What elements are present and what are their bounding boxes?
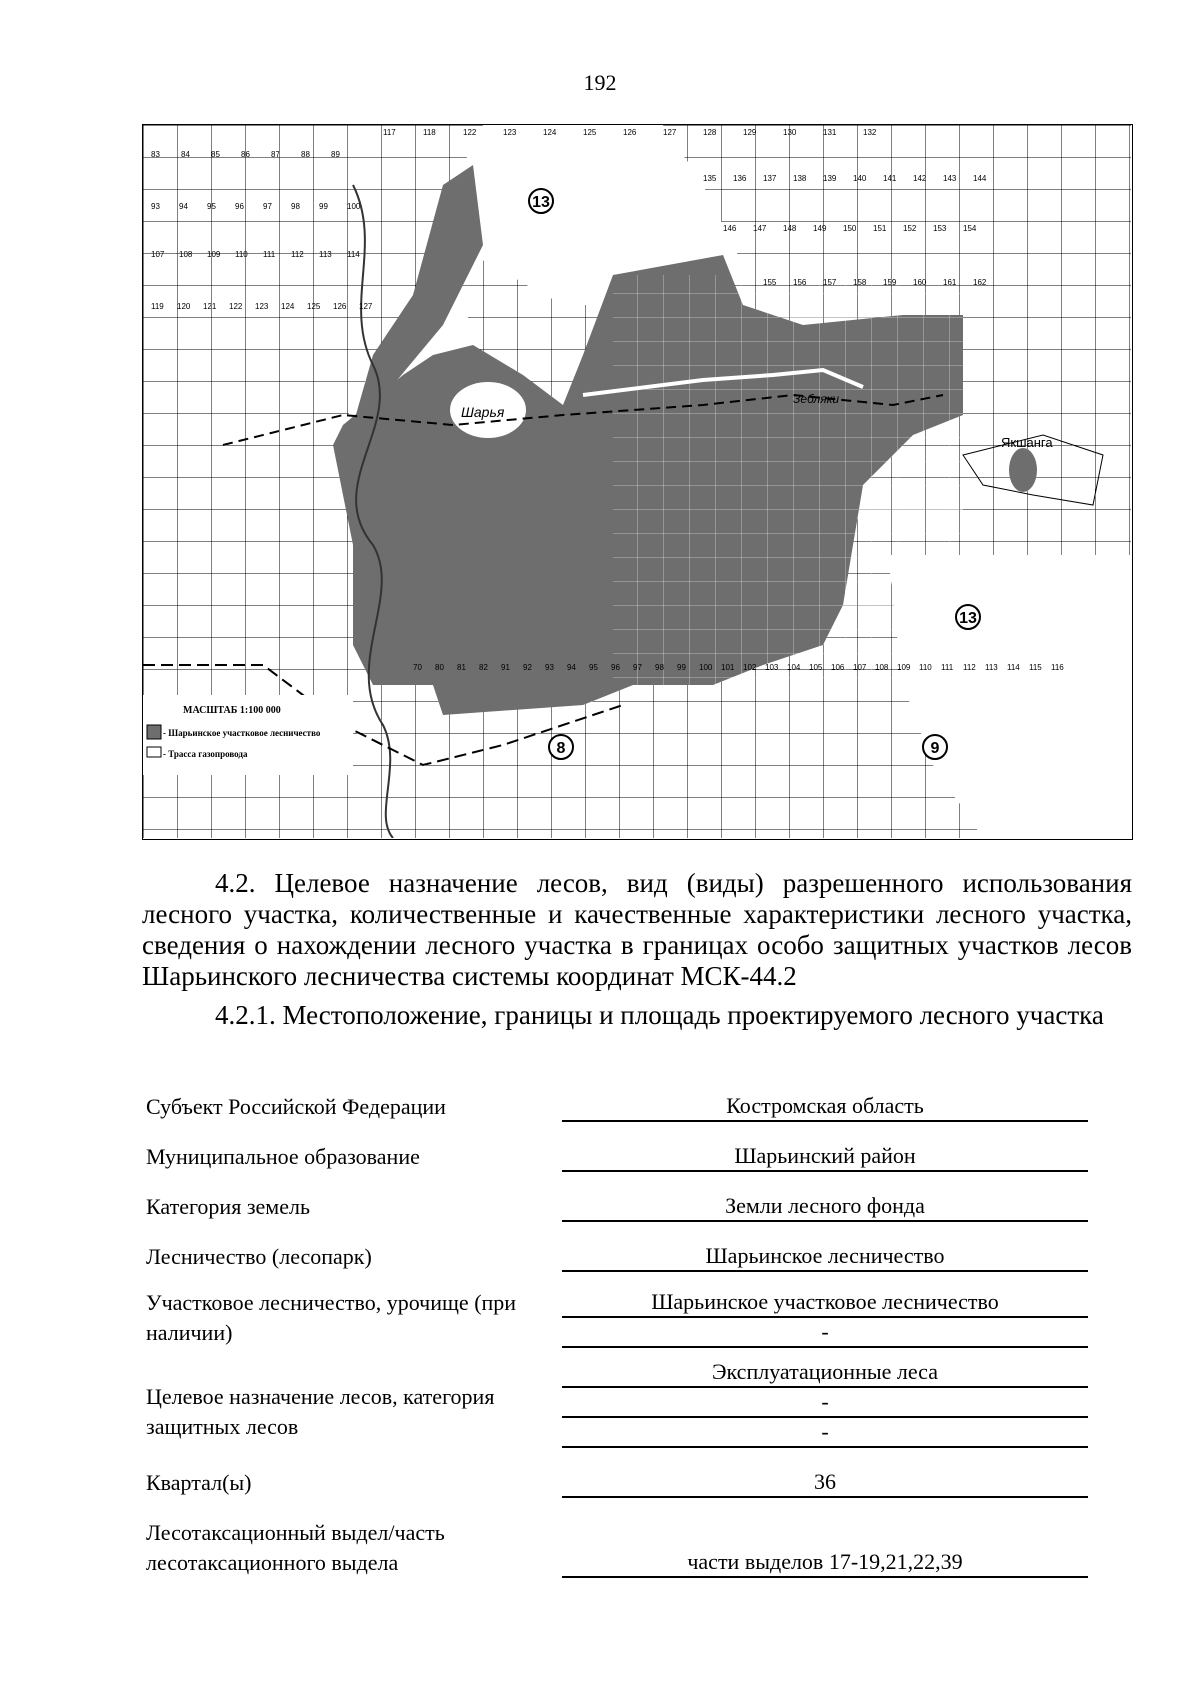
quarter-number: 86 <box>241 150 250 159</box>
quarter-number: 88 <box>301 150 310 159</box>
quarter-number: 147 <box>753 224 767 233</box>
place-label-zeblyaki: Зебляки <box>793 392 840 406</box>
quarter-number: 140 <box>853 174 867 183</box>
quarter-number: 161 <box>943 278 957 287</box>
quarter-number: 89 <box>331 150 340 159</box>
field-label: Лесотаксационный выдел/часть лесотаксационного выдела <box>146 1520 445 1575</box>
quarter-number: 111 <box>263 250 276 259</box>
quarter-number: 93 <box>151 202 160 211</box>
page-number: 192 <box>583 70 617 95</box>
quarter-number: 103 <box>765 663 779 672</box>
quarter-number: 96 <box>235 202 244 211</box>
field-value: Костромская область <box>562 1092 1088 1122</box>
quarter-number: 94 <box>179 202 188 211</box>
quarter-number: 123 <box>255 302 269 311</box>
quarter-number: 131 <box>823 128 837 137</box>
district-badge-13-east: 13 <box>959 610 977 627</box>
quarter-number: 130 <box>783 128 797 137</box>
quarter-number: 160 <box>913 278 927 287</box>
quarter-number: 151 <box>873 224 887 233</box>
legend-label-pipeline: - Трасса газопровода <box>163 749 248 759</box>
field-value: Шарьинское участковое лесничество <box>562 1288 1088 1318</box>
quarter-number: 113 <box>985 663 998 672</box>
quarter-number: 81 <box>457 663 466 672</box>
field-label: Муниципальное образование <box>146 1144 420 1169</box>
quarter-number: 96 <box>611 663 620 672</box>
place-label-yakshanga: Якшанга <box>1001 435 1053 450</box>
field-label: Категория земель <box>146 1194 310 1219</box>
quarter-number: 100 <box>699 663 713 672</box>
quarter-number: 70 <box>413 663 422 672</box>
quarter-number: 146 <box>723 224 737 233</box>
quarter-number: 144 <box>973 174 987 183</box>
quarter-number: 112 <box>291 250 304 259</box>
section-4-2-text: 4.2. Целевое назначение лесов, вид (виды) разрешенного использования лесного участка, количественные и качественные характеристики лесного участка, сведения о нахождении лесного участка в границах особо защитных участков лесов Шарьинского лесничества системы координат МСК-44.2 <box>142 868 1132 991</box>
quarter-number: 141 <box>883 174 897 183</box>
field-label: Квартал(ы) <box>146 1470 252 1495</box>
quarter-number: 149 <box>813 224 827 233</box>
quarter-number: 127 <box>359 302 373 311</box>
quarter-number: 124 <box>543 128 557 137</box>
quarter-number: 87 <box>271 150 280 159</box>
field-value: - <box>562 1318 1088 1348</box>
quarter-number: 97 <box>633 663 642 672</box>
field-value: Шарьинский район <box>562 1142 1088 1172</box>
quarter-number: 142 <box>913 174 927 183</box>
quarter-number: 129 <box>743 128 757 137</box>
quarter-number: 119 <box>151 302 164 311</box>
quarter-number: 121 <box>203 302 217 311</box>
quarter-number: 80 <box>435 663 444 672</box>
quarter-number: 111 <box>941 663 954 672</box>
quarter-number: 109 <box>207 250 221 259</box>
quarter-number: 136 <box>733 174 747 183</box>
quarter-number: 91 <box>501 663 510 672</box>
quarter-number: 102 <box>743 663 757 672</box>
quarter-number: 127 <box>663 128 677 137</box>
quarter-number: 143 <box>943 174 957 183</box>
quarter-number: 101 <box>721 663 735 672</box>
field-label: Участковое лесничество, урочище (при наличии) <box>146 1290 517 1345</box>
section-4-2-1-text: 4.2.1. Местоположение, границы и площадь проектируемого лесного участка <box>215 1000 1104 1030</box>
quarter-number: 97 <box>263 202 272 211</box>
field-label: Целевое назначение лесов, категория защитных лесов <box>146 1384 495 1439</box>
quarter-number: 120 <box>177 302 191 311</box>
quarter-number: 106 <box>831 663 845 672</box>
quarter-number: 118 <box>423 128 436 137</box>
quarter-number: 122 <box>229 302 243 311</box>
quarter-number: 135 <box>703 174 717 183</box>
quarter-number: 123 <box>503 128 517 137</box>
quarter-number: 125 <box>307 302 321 311</box>
quarter-number: 95 <box>589 663 598 672</box>
quarter-number: 156 <box>793 278 807 287</box>
field-value: части выделов 17-19,21,22,39 <box>562 1548 1088 1578</box>
quarter-number: 83 <box>151 150 160 159</box>
quarter-number: 153 <box>933 224 947 233</box>
quarter-number: 159 <box>883 278 897 287</box>
forest-inner-grid <box>613 275 963 685</box>
district-badge-8: 8 <box>556 740 566 757</box>
quarter-number: 110 <box>235 250 248 259</box>
quarter-number: 114 <box>1007 663 1020 672</box>
quarter-number: 92 <box>523 663 532 672</box>
quarter-number: 137 <box>763 174 777 183</box>
quarter-number: 122 <box>463 128 477 137</box>
quarter-number: 94 <box>567 663 576 672</box>
quarter-number: 84 <box>181 150 190 159</box>
quarter-number: 132 <box>863 128 877 137</box>
quarter-number: 116 <box>1051 663 1064 672</box>
quarter-number: 82 <box>479 663 488 672</box>
place-label-sharya: Шарья <box>461 404 505 420</box>
map-scale: МАСШТАБ 1:100 000 <box>183 705 281 716</box>
quarter-number: 100 <box>347 202 361 211</box>
quarter-number: 150 <box>843 224 857 233</box>
field-value: 36 <box>562 1468 1088 1498</box>
map-canvas <box>143 125 1131 838</box>
quarter-number: 108 <box>179 250 193 259</box>
quarter-number: 154 <box>963 224 977 233</box>
quarter-number: 139 <box>823 174 837 183</box>
quarter-number: 117 <box>383 128 396 137</box>
district-badge-9: 9 <box>930 740 940 757</box>
quarter-number: 125 <box>583 128 597 137</box>
quarter-number: 98 <box>291 202 300 211</box>
quarter-number: 124 <box>281 302 295 311</box>
quarter-number: 115 <box>1029 663 1042 672</box>
field-label: Лесничество (лесопарк) <box>146 1244 372 1269</box>
quarter-number: 148 <box>783 224 797 233</box>
quarter-number: 126 <box>333 302 347 311</box>
quarter-number: 126 <box>623 128 637 137</box>
quarter-number: 128 <box>703 128 717 137</box>
district-badge-13-north: 13 <box>532 194 550 211</box>
legend-swatch-pipeline <box>147 747 161 757</box>
quarter-number: 93 <box>545 663 554 672</box>
quarter-number: 110 <box>919 663 932 672</box>
quarter-number: 113 <box>319 250 332 259</box>
field-value: Эксплуатационные леса <box>562 1358 1088 1388</box>
quarter-number: 107 <box>853 663 867 672</box>
field-value: Шарьинское лесничество <box>562 1242 1088 1272</box>
quarter-number: 114 <box>347 250 360 259</box>
quarter-number: 95 <box>207 202 216 211</box>
quarter-number: 104 <box>787 663 801 672</box>
quarter-number: 155 <box>763 278 777 287</box>
field-value: - <box>562 1418 1088 1448</box>
field-label: Субъект Российской Федерации <box>146 1094 446 1119</box>
quarter-number: 108 <box>875 663 889 672</box>
quarter-number: 158 <box>853 278 867 287</box>
quarter-number: 99 <box>319 202 328 211</box>
quarter-number: 152 <box>903 224 917 233</box>
quarter-number: 99 <box>677 663 686 672</box>
field-value: Земли лесного фонда <box>562 1192 1088 1222</box>
quarter-number: 138 <box>793 174 807 183</box>
quarter-number: 105 <box>809 663 823 672</box>
yakshanga-forest <box>1009 448 1037 492</box>
map-legend <box>143 695 353 775</box>
legend-swatch-forestry <box>147 725 161 739</box>
quarter-number: 109 <box>897 663 911 672</box>
quarter-number: 107 <box>151 250 165 259</box>
quarter-number: 162 <box>973 278 987 287</box>
field-value: - <box>562 1388 1088 1418</box>
quarter-number: 85 <box>211 150 220 159</box>
forestry-map <box>142 124 1133 840</box>
quarter-number: 157 <box>823 278 837 287</box>
quarter-number: 112 <box>963 663 976 672</box>
legend-label-forestry: - Шарьинское участковое лесничество <box>163 728 321 738</box>
quarter-number: 98 <box>655 663 664 672</box>
